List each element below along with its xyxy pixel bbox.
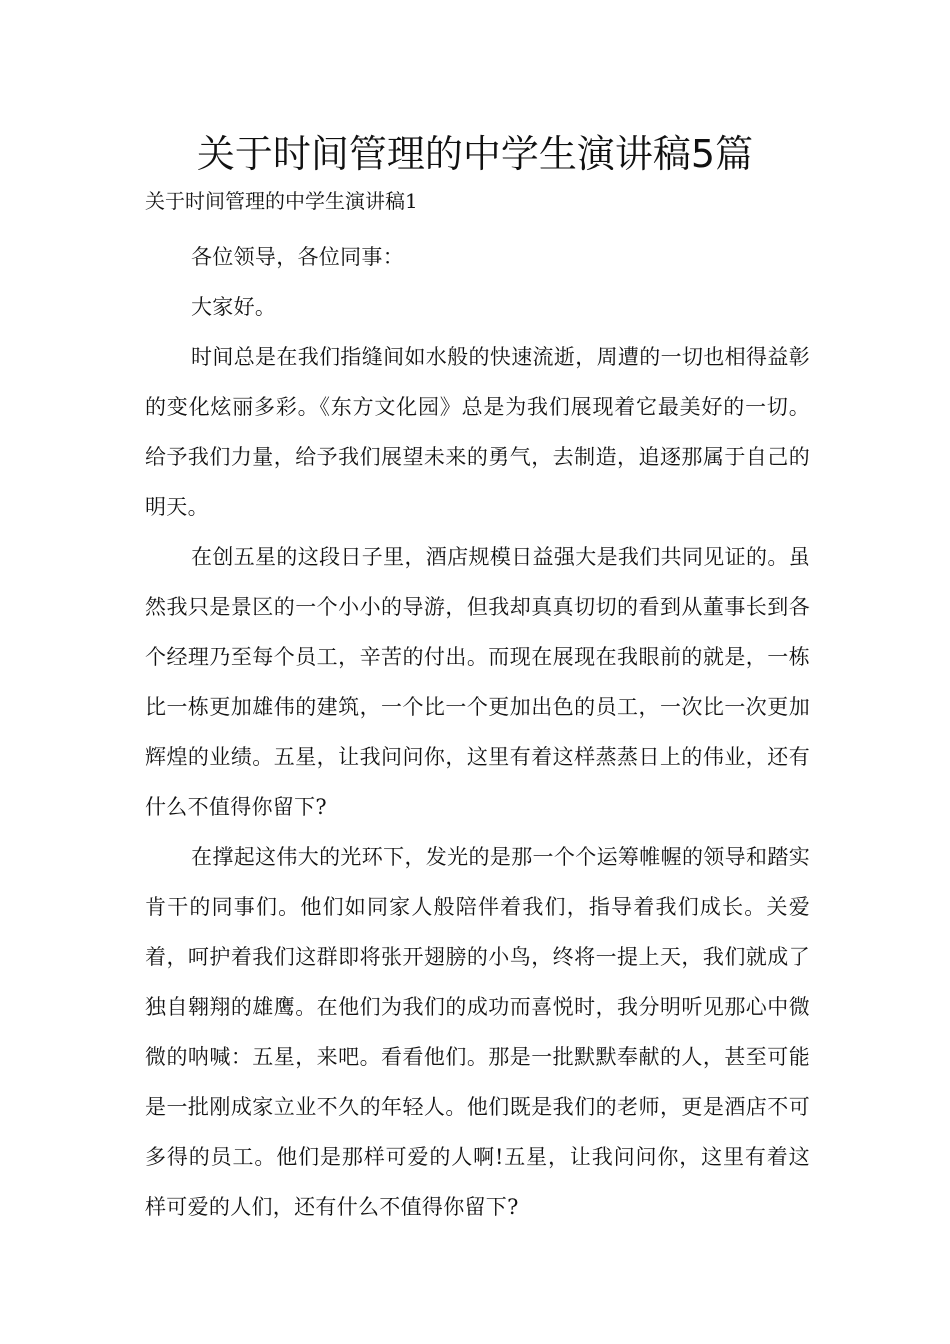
paragraph-five-star: 在创五星的这段日子里，酒店规模日益强大是我们共同见证的。虽然我只是景区的一个小小的导游，但我却真真切切的看到从董事长到各个经理乃至每个员工，辛苦的付出。而现在展现在我眼前的就是，一栋比一栋更加雄伟的建筑，一个比一个更加出色的员工，一次比一次更加辉煌的业绩。五星，让我问问你，这里有着这样蒸蒸日上的伟业，还有什么不值得你留下?	[145, 545, 810, 819]
section-heading: 关于时间管理的中学生演讲稿1	[145, 189, 418, 213]
document-body	[145, 232, 810, 1232]
document-title: 关于时间管理的中学生演讲稿5篇	[196, 132, 754, 176]
paragraph-colleagues: 在撑起这伟大的光环下，发光的是那一个个运筹帷幄的领导和踏实肯干的同事们。他们如同家人般陪伴着我们，指导着我们成长。关爱着，呵护着我们这群即将张开翅膀的小鸟，终将一提上天，我们就成了独自翱翔的雄鹰。在他们为我们的成功而喜悦时，我分明听见那心中微微的呐喊：五星，来吧。看看他们。那是一批默默奉献的人，甚至可能是一批刚成家立业不久的年轻人。他们既是我们的老师，更是酒店不可多得的员工。他们是那样可爱的人啊!五星，让我问问你，这里有着这样可爱的人们，还有什么不值得你留下?	[145, 845, 810, 1219]
paragraph-time: 时间总是在我们指缝间如水般的快速流逝，周遭的一切也相得益彰的变化炫丽多彩。《东方文化园》总是为我们展现着它最美好的一切。给予我们力量，给予我们展望未来的勇气，去制造，追逐那属于自己的明天。	[145, 345, 810, 519]
paragraph-greeting: 各位领导，各位同事：	[191, 245, 404, 269]
paragraph-hello: 大家好。	[191, 295, 277, 319]
